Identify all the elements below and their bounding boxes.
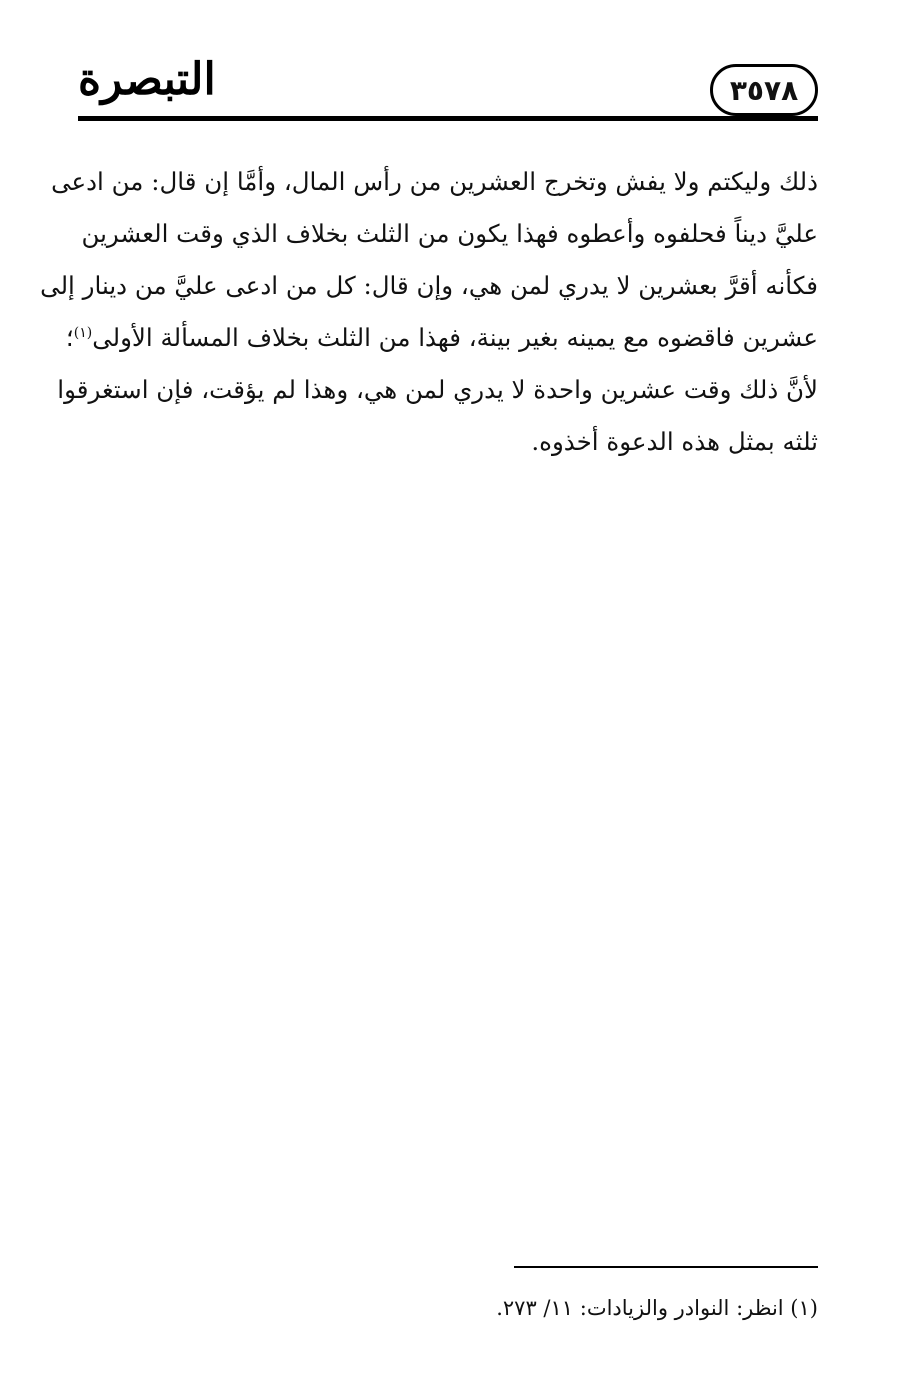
main-text	[40, 156, 818, 468]
footnote-divider	[514, 1266, 818, 1268]
book-title: التبصرة	[78, 54, 216, 105]
text-line-4-tail: ؛	[65, 323, 74, 352]
page-number: ٣٥٧٨	[729, 73, 799, 107]
text-line-4-content: عشرين فاقضوه مع يمينه بغير بينة، فهذا من الثلث بخلاف المسألة الأولى	[92, 323, 818, 352]
footnote-reference: (١)	[73, 324, 93, 341]
text-line-4	[65, 312, 818, 364]
page-header	[78, 54, 818, 128]
header-rule	[78, 116, 818, 121]
text-line-6: ثلثه بمثل هذه الدعوة أخذوه.	[531, 427, 818, 456]
text-line-5: لأنَّ ذلك وقت عشرين واحدة لا يدري لمن هي، وهذا لم يؤقت، فإن استغرقوا	[57, 375, 818, 404]
page-number-badge	[710, 64, 818, 116]
text-line-3: فكأنه أقرَّ بعشرين لا يدري لمن هي، وإن قال: كل من ادعى عليَّ من دينار إلى	[40, 271, 818, 300]
footnote: (١) انظر: النوادر والزيادات: ١١/ ٢٧٣.	[496, 1296, 818, 1320]
text-line-2: عليَّ ديناً فحلفوه وأعطوه فهذا يكون من الثلث بخلاف الذي وقت العشرين	[81, 219, 818, 248]
text-line-1: ذلك وليكتم ولا يفش وتخرج العشرين من رأس المال، وأمَّا إن قال: من ادعى	[51, 167, 818, 196]
